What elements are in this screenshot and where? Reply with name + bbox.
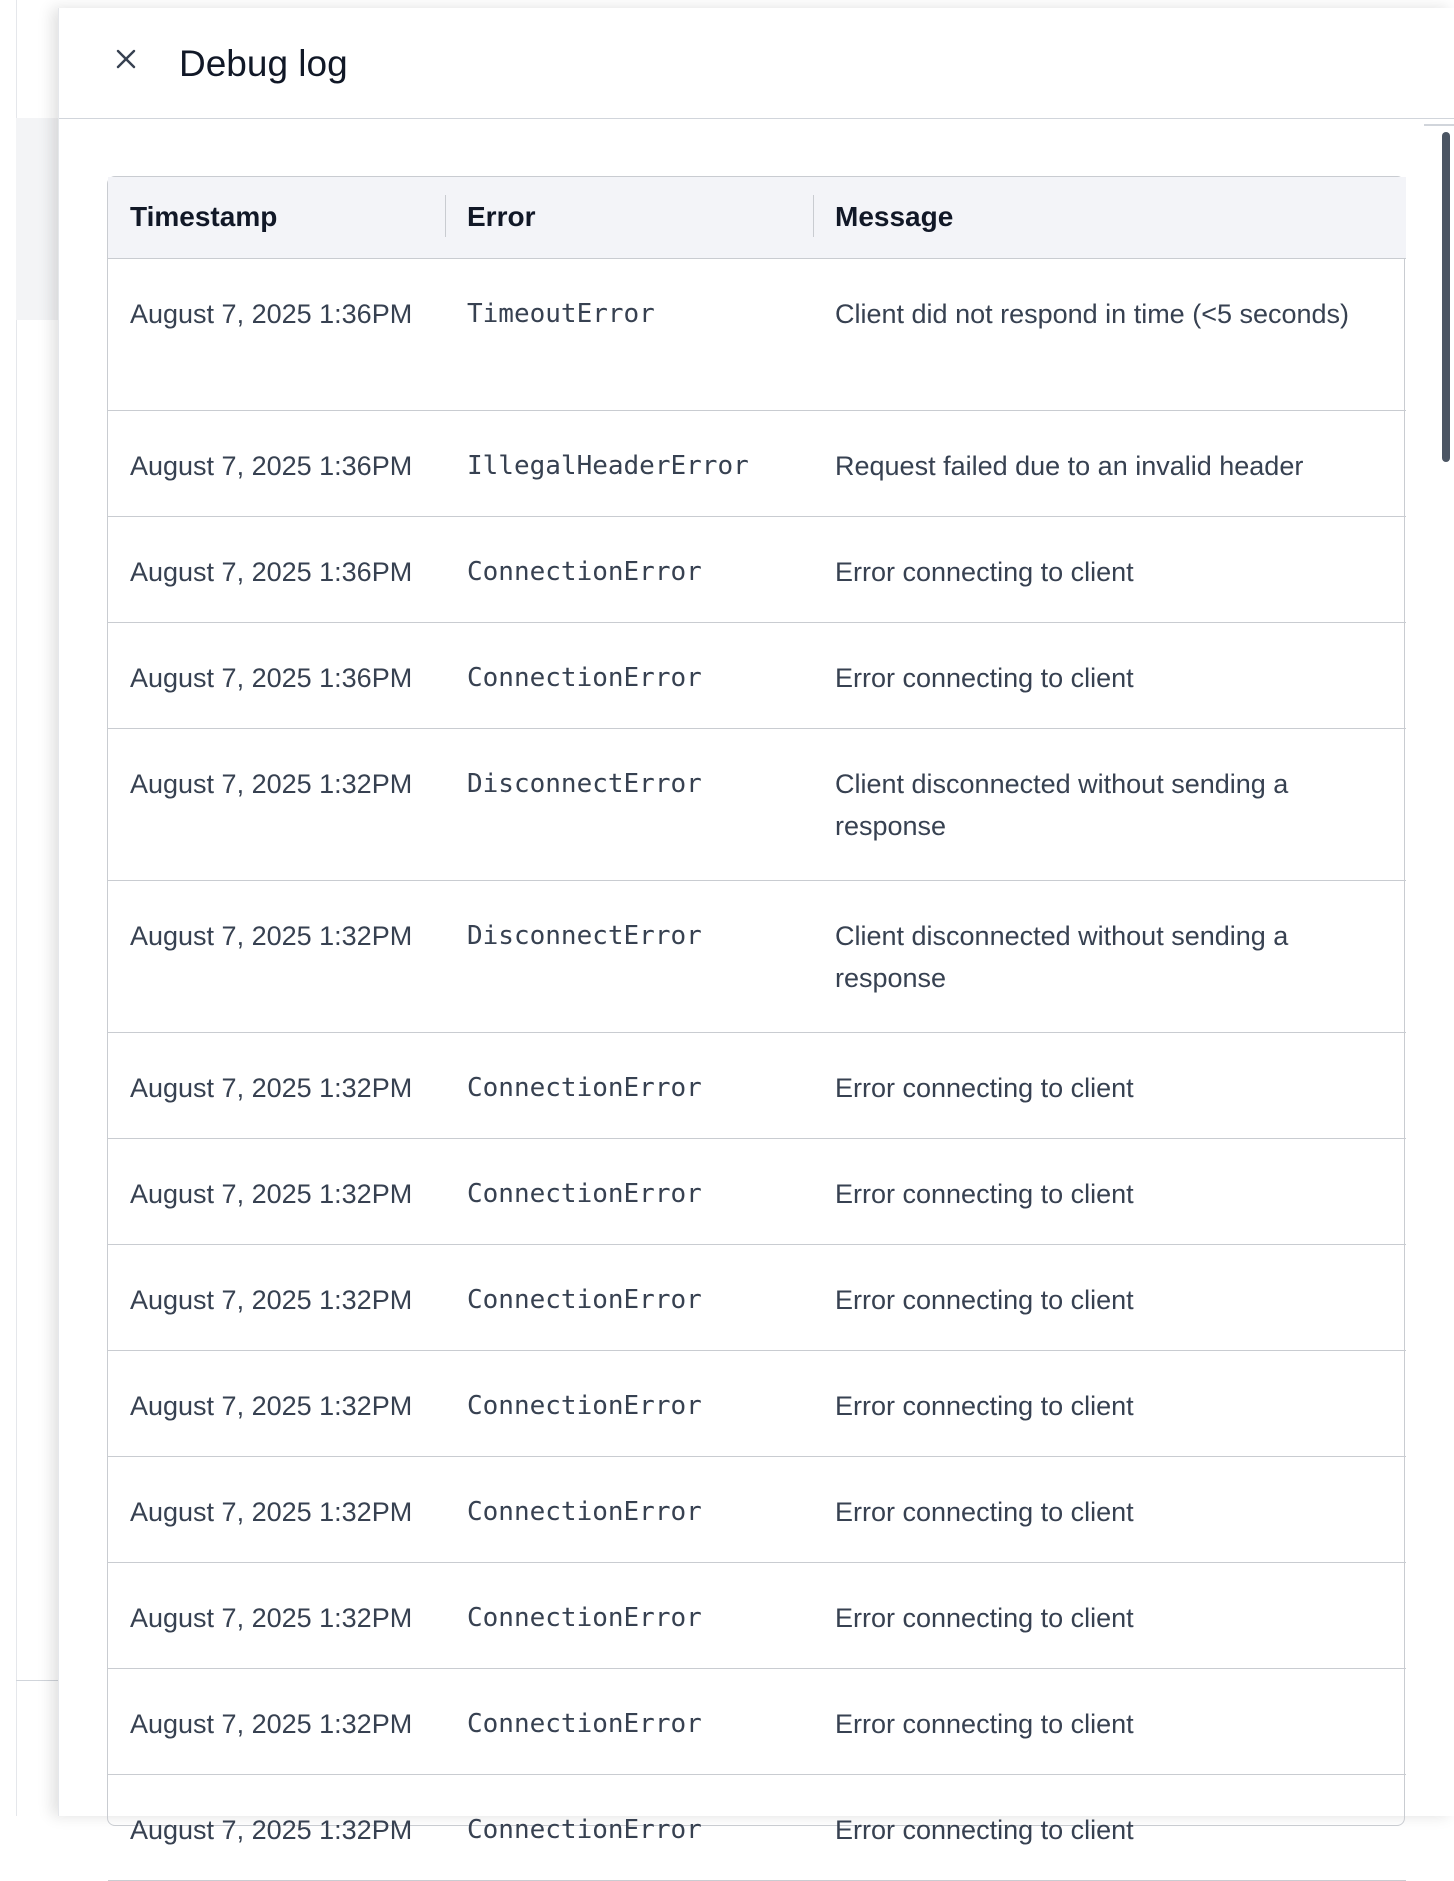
cell-error: ConnectionError [445, 1138, 813, 1244]
table-row [108, 1138, 1406, 1244]
cell-message: Request failed due to an invalid header [813, 410, 1406, 516]
table-row [108, 1668, 1406, 1774]
drawer-content [59, 120, 1454, 1845]
column-separator [813, 195, 814, 237]
table-row [108, 1774, 1406, 1880]
column-header-label: Message [835, 201, 954, 233]
cell-message: Error connecting to client [813, 622, 1406, 728]
cell-error: ConnectionError [445, 1350, 813, 1456]
cell-message: Error connecting to client [813, 1350, 1406, 1456]
cell-timestamp: August 7, 2025 1:32PM [108, 1668, 445, 1774]
table-row [108, 728, 1406, 880]
cell-error: ConnectionError [445, 1032, 813, 1138]
table-row [108, 1244, 1406, 1350]
cell-message: Error connecting to client [813, 1138, 1406, 1244]
column-header-error [445, 177, 813, 258]
cell-timestamp: August 7, 2025 1:32PM [108, 728, 445, 880]
cell-timestamp: August 7, 2025 1:32PM [108, 1350, 445, 1456]
cell-message: Error connecting to client [813, 516, 1406, 622]
background-panel [16, 118, 60, 320]
close-icon [115, 48, 137, 70]
column-header-label: Timestamp [130, 201, 278, 233]
cell-timestamp: August 7, 2025 1:32PM [108, 1244, 445, 1350]
table-row [108, 258, 1406, 410]
cell-error: ConnectionError [445, 1562, 813, 1668]
cell-message: Error connecting to client [813, 1244, 1406, 1350]
table-row [108, 880, 1406, 1032]
cell-error: ConnectionError [445, 622, 813, 728]
cell-message: Client did not respond in time (<5 seconds) [813, 258, 1406, 410]
table-row [108, 1032, 1406, 1138]
cell-error: ConnectionError [445, 1668, 813, 1774]
cell-error: DisconnectError [445, 728, 813, 880]
cell-timestamp: August 7, 2025 1:36PM [108, 410, 445, 516]
cell-message: Client disconnected without sending a response [813, 880, 1406, 1032]
cell-timestamp: August 7, 2025 1:36PM [108, 622, 445, 728]
table-row [108, 410, 1406, 516]
table-row [108, 1562, 1406, 1668]
cell-message: Error connecting to client [813, 1668, 1406, 1774]
cell-error: ConnectionError [445, 1456, 813, 1562]
cell-timestamp: August 7, 2025 1:32PM [108, 1032, 445, 1138]
table-row [108, 622, 1406, 728]
cell-timestamp: August 7, 2025 1:32PM [108, 1456, 445, 1562]
cell-error: DisconnectError [445, 880, 813, 1032]
cell-timestamp: August 7, 2025 1:36PM [108, 516, 445, 622]
cell-timestamp: August 7, 2025 1:32PM [108, 1774, 445, 1880]
debug-log-table [107, 176, 1405, 1845]
cell-error: ConnectionError [445, 516, 813, 622]
cell-timestamp: August 7, 2025 1:32PM [108, 1562, 445, 1668]
cell-message: Error connecting to client [813, 1032, 1406, 1138]
close-button[interactable] [109, 42, 143, 76]
cell-timestamp: August 7, 2025 1:32PM [108, 1138, 445, 1244]
drawer-header [59, 8, 1454, 119]
cell-timestamp: August 7, 2025 1:36PM [108, 258, 445, 410]
cell-timestamp: August 7, 2025 1:32PM [108, 880, 445, 1032]
debug-log-drawer [58, 8, 1454, 1845]
column-header-timestamp [108, 177, 445, 258]
cell-message: Client disconnected without sending a response [813, 728, 1406, 880]
cell-error: TimeoutError [445, 258, 813, 410]
cell-error: ConnectionError [445, 1244, 813, 1350]
column-header-label: Error [467, 201, 536, 233]
column-separator [445, 195, 446, 237]
cell-message: Error connecting to client [813, 1774, 1406, 1880]
table-header-row [108, 177, 1406, 258]
cell-message: Error connecting to client [813, 1456, 1406, 1562]
column-header-message [813, 177, 1406, 258]
cell-error: ConnectionError [445, 1774, 813, 1880]
drawer-title: Debug log [179, 43, 348, 84]
table-row [108, 1350, 1406, 1456]
cell-message: Error connecting to client [813, 1562, 1406, 1668]
cell-error: IllegalHeaderError [445, 410, 813, 516]
table-row [108, 1456, 1406, 1562]
background-divider [16, 1680, 60, 1681]
table-row [108, 516, 1406, 622]
